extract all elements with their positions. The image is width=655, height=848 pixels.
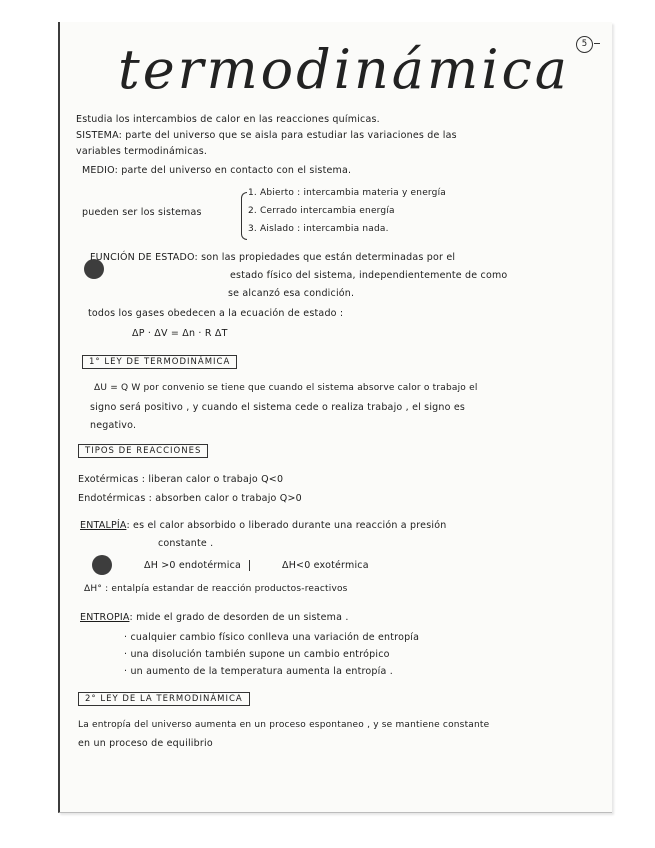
entropia-bullet-1: · cualquier cambio físico conlleva una variación de entropía	[124, 632, 420, 643]
entropia-definition	[80, 612, 349, 623]
sistema-def-1: : parte del universo que se aisla para estudiar las variaciones de las	[118, 130, 457, 141]
page-number: 5	[576, 36, 593, 53]
entropia-def: : mide el grado de desorden de un sistema .	[129, 612, 349, 623]
primera-ley-line-3: negativo.	[90, 420, 137, 431]
tipos-reacciones-heading: TIPOS DE REACCIONES	[78, 444, 208, 458]
funcion-estado-def-3: se alcanzó esa condición.	[228, 288, 355, 299]
entalpia-label: ENTALPÍA	[80, 520, 127, 531]
entalpia-endotermica: ΔH >0 endotérmica	[144, 560, 250, 571]
medio-definition	[82, 165, 351, 176]
medio-label: MEDIO	[82, 165, 115, 176]
sistema-label: SISTEMA	[76, 130, 119, 141]
entalpia-estandar: ΔH° : entalpía estandar de reacción productos-reactivos	[84, 584, 348, 594]
entalpia-exotermica: ΔH<0 exotérmica	[282, 560, 369, 571]
punch-hole	[92, 555, 112, 575]
sistema-item-abierto: 1. Abierto : intercambia materia y energía	[248, 188, 446, 198]
segunda-ley-line-1: La entropía del universo aumenta en un proceso espontaneo , y se mantiene constante	[78, 720, 490, 730]
sistema-definition	[76, 130, 457, 141]
medio-def: : parte del universo en contacto con el sistema.	[114, 165, 352, 176]
exotermicas-line: Exotérmicas : liberan calor o trabajo Q<0	[78, 474, 284, 485]
funcion-estado-def-2: estado físico del sistema, independientemente de como	[230, 270, 508, 281]
segunda-ley-line-2: en un proceso de equilibrio	[78, 738, 213, 749]
page-number-dash	[594, 43, 600, 44]
primera-ley-line-2: signo será positivo , y cuando el sistema cede o realiza trabajo , el signo es	[90, 402, 466, 413]
entropia-bullet-3: · un aumento de la temperatura aumenta la entropía .	[124, 666, 393, 677]
notebook-page	[58, 22, 612, 813]
funcion-estado-label: FUNCIÓN DE ESTADO	[90, 252, 195, 263]
entropia-bullet-2: · una disolución también supone un cambio entrópico	[124, 649, 390, 660]
primera-ley-line-1: ΔU = Q W por convenio se tiene que cuando el sistema absorve calor o trabajo el	[94, 383, 478, 393]
entalpia-def-2: constante .	[158, 538, 214, 549]
funcion-estado-def-1: : son las propiedades que están determinadas por el	[194, 252, 456, 263]
entalpia-definition	[80, 520, 446, 531]
primera-ley-heading: 1° LEY DE TERMODINÁMICA	[82, 355, 237, 369]
sistema-item-aislado: 3. Aislado : intercambia nada.	[248, 224, 389, 234]
sistema-item-cerrado: 2. Cerrado intercambia energía	[248, 206, 395, 216]
funcion-estado-definition	[90, 252, 455, 263]
segunda-ley-heading: 2° LEY DE LA TERMODINÁMICA	[78, 692, 250, 706]
sistemas-brace	[241, 192, 247, 240]
sistema-def-2: variables termodinámicas.	[76, 146, 208, 157]
gases-statement: todos los gases obedecen a la ecuación de estado :	[88, 308, 344, 319]
intro-line: Estudia los intercambios de calor en las reacciones químicas.	[76, 114, 380, 125]
entropia-label: ENTROPIA	[80, 612, 130, 623]
endotermicas-line: Endotérmicas : absorben calor o trabajo Q>0	[78, 493, 302, 504]
entalpia-def-1: : es el calor absorbido o liberado durante una reacción a presión	[126, 520, 447, 531]
state-equation: ΔP · ΔV = Δn · R ΔT	[132, 328, 228, 339]
page-title: termodinámica	[118, 38, 570, 101]
sistemas-lead: pueden ser los sistemas	[82, 207, 202, 218]
